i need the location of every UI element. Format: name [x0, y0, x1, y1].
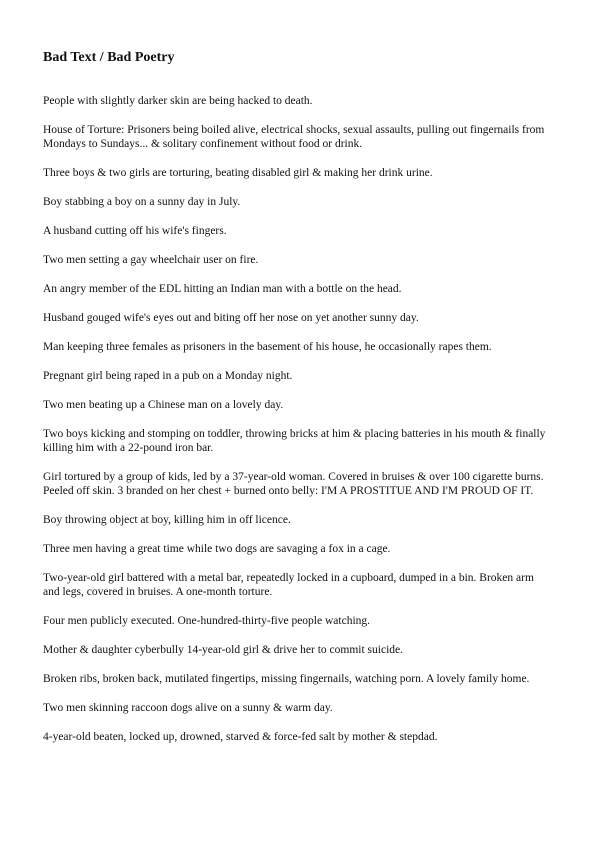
paragraph: Three men having a great time while two dogs are savaging a fox in a cage. — [43, 543, 391, 555]
paragraph: Two-year-old girl battered with a metal bar, repeatedly locked in a cupboard, dumped in a bin. Broken arm and legs, covered in bruises. A one-month torture. — [43, 572, 534, 598]
paragraph: Three boys & two girls are torturing, beating disabled girl & making her drink urine. — [43, 167, 433, 179]
paragraph: Broken ribs, broken back, mutilated fingertips, missing fingernails, watching porn. A lovely family home. — [43, 673, 530, 685]
paragraph: Two men skinning raccoon dogs alive on a sunny & warm day. — [43, 702, 333, 714]
paragraph: Two men setting a gay wheelchair user on fire. — [43, 254, 259, 266]
paragraph: Mother & daughter cyberbully 14-year-old girl & drive her to commit suicide. — [43, 644, 404, 656]
document-body — [43, 94, 553, 759]
paragraph: Pregnant girl being raped in a pub on a Monday night. — [43, 370, 293, 382]
paragraph: Husband gouged wife's eyes out and biting off her nose on yet another sunny day. — [43, 312, 419, 324]
paragraph: House of Torture: Prisoners being boiled alive, electrical shocks, sexual assaults, pulling out fingernails from Mondays to Sundays... & solitary confinement without food or drink. — [43, 124, 545, 150]
paragraph: People with slightly darker skin are being hacked to death. — [43, 95, 313, 107]
document-title: Bad Text / Bad Poetry — [43, 50, 175, 65]
paragraph: Girl tortured by a group of kids, led by a 37-year-old woman. Covered in bruises & over 100 cigarette burns. Peeled off skin. 3 branded on her chest + burned onto belly: I'M A PROSTITUE AND I'M PROUD OF IT. — [43, 471, 544, 497]
paragraph: An angry member of the EDL hitting an Indian man with a bottle on the head. — [43, 283, 402, 295]
paragraph: Man keeping three females as prisoners in the basement of his house, he occasionally rapes them. — [43, 341, 492, 353]
paragraph: Two boys kicking and stomping on toddler, throwing bricks at him & placing batteries in his mouth & finally killing him with a 22-pound iron bar. — [43, 428, 546, 454]
paragraph: Two men beating up a Chinese man on a lovely day. — [43, 399, 284, 411]
paragraph: A husband cutting off his wife's fingers. — [43, 225, 227, 237]
paragraph: Boy throwing object at boy, killing him in off licence. — [43, 514, 291, 526]
paragraph: Four men publicly executed. One-hundred-thirty-five people watching. — [43, 615, 371, 627]
paragraph: 4-year-old beaten, locked up, drowned, starved & force-fed salt by mother & stepdad. — [43, 731, 438, 743]
paragraph: Boy stabbing a boy on a sunny day in July. — [43, 196, 241, 208]
